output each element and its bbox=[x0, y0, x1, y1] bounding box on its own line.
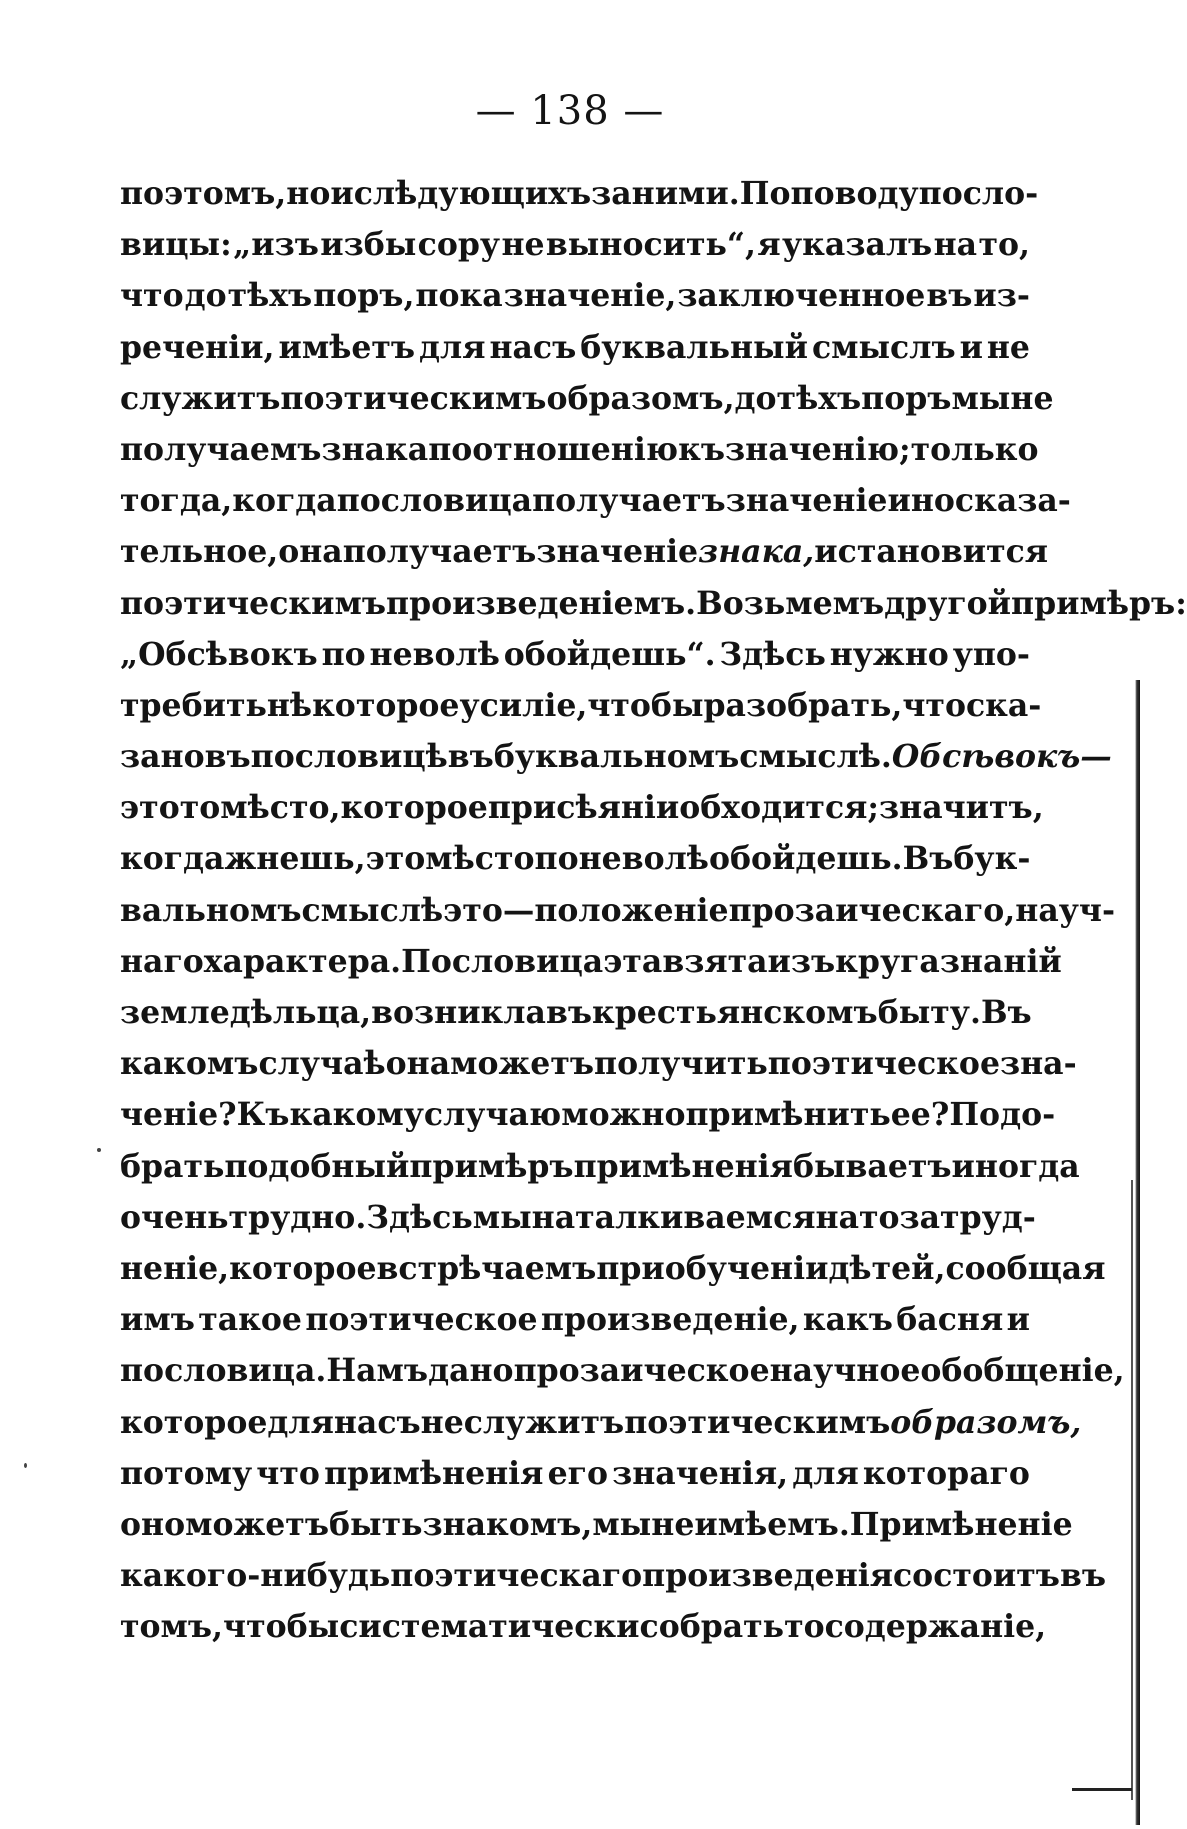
page-number: — 138 — bbox=[475, 88, 665, 134]
word: науч- bbox=[1015, 891, 1116, 929]
word: брать bbox=[120, 1147, 225, 1185]
word: смыслѣ. bbox=[739, 738, 892, 776]
word: не bbox=[501, 226, 545, 264]
word: значеніе bbox=[725, 482, 888, 520]
word: знака bbox=[321, 430, 429, 468]
word: потому bbox=[120, 1454, 253, 1492]
word: произведеніе, bbox=[540, 1301, 800, 1339]
word: не bbox=[420, 1403, 464, 1441]
word: тогда, bbox=[120, 482, 233, 520]
word: ними. bbox=[631, 175, 740, 212]
word: быту. bbox=[877, 994, 981, 1031]
word: знаній bbox=[939, 942, 1062, 980]
text-line bbox=[120, 1192, 1036, 1243]
word: По bbox=[739, 175, 791, 212]
word: образомъ, bbox=[546, 379, 735, 417]
text-line bbox=[120, 373, 1054, 424]
word: въ bbox=[926, 277, 973, 315]
word: „Обсѣвокъ bbox=[120, 635, 318, 673]
word: для bbox=[267, 1403, 334, 1441]
text-line bbox=[120, 1089, 1056, 1140]
word: значеніе, bbox=[503, 277, 677, 315]
word: когда bbox=[120, 840, 225, 878]
word: которое bbox=[229, 1249, 377, 1287]
word: круга bbox=[835, 942, 940, 980]
word: не bbox=[986, 328, 1030, 366]
word: дѣтей, bbox=[828, 1249, 946, 1287]
word: мы bbox=[472, 1198, 532, 1236]
word: систематически bbox=[339, 1608, 640, 1646]
word: насъ bbox=[489, 328, 577, 366]
word: и bbox=[1006, 1301, 1030, 1339]
word: получаемъ bbox=[120, 430, 322, 468]
word: поръ, bbox=[313, 277, 415, 315]
word: образомъ, bbox=[890, 1403, 1082, 1441]
word: это—положеніе bbox=[443, 891, 729, 929]
word: поэтическимъ bbox=[120, 584, 387, 622]
word: поводу bbox=[790, 175, 919, 212]
word: становится bbox=[837, 533, 1049, 571]
text-line bbox=[120, 1601, 1047, 1652]
word: то bbox=[859, 1198, 900, 1236]
word: поэтическимъ bbox=[624, 1403, 891, 1441]
word: ченіе? bbox=[120, 1096, 237, 1134]
word: смыслъ bbox=[811, 328, 956, 366]
word: не bbox=[1010, 379, 1054, 417]
word: какого-нибудь bbox=[120, 1557, 391, 1595]
word: примѣненія bbox=[324, 1454, 544, 1492]
word: поэтическимъ bbox=[280, 379, 547, 417]
word: чтобы bbox=[223, 1608, 340, 1646]
word: знакомъ, bbox=[422, 1505, 593, 1543]
text-line bbox=[120, 1397, 1082, 1448]
word: быть bbox=[328, 1505, 423, 1543]
text-line bbox=[120, 1345, 1125, 1396]
word: насъ bbox=[333, 1403, 421, 1441]
word: его bbox=[547, 1454, 608, 1492]
text-line bbox=[120, 1243, 1106, 1294]
word: научное bbox=[769, 1352, 921, 1390]
word: басня bbox=[896, 1301, 1004, 1339]
word: характера. bbox=[203, 942, 402, 980]
word: бук- bbox=[953, 840, 1031, 878]
word: „изъ bbox=[233, 226, 319, 264]
word: возникла bbox=[371, 994, 546, 1031]
word: Здѣсь bbox=[719, 635, 826, 673]
word: очень bbox=[120, 1198, 229, 1236]
word: это bbox=[120, 789, 180, 827]
word: подобный bbox=[224, 1147, 410, 1185]
word: указалъ bbox=[782, 226, 933, 264]
word: Примѣненіе bbox=[849, 1505, 1073, 1543]
text-line bbox=[120, 1038, 1077, 1089]
word: Намъ bbox=[326, 1352, 429, 1390]
word: тѣхъ bbox=[776, 379, 862, 417]
word: томъ, bbox=[120, 1608, 224, 1646]
scan-bottom-mark bbox=[1072, 1788, 1132, 1791]
word: примѣнить bbox=[685, 1096, 891, 1134]
word: Пословица bbox=[401, 942, 604, 980]
word: собрать bbox=[639, 1608, 785, 1646]
word: я bbox=[757, 226, 781, 264]
word: Въ bbox=[902, 840, 954, 878]
text-line bbox=[120, 1499, 1073, 1550]
word: посло- bbox=[918, 175, 1039, 212]
word: ска- bbox=[965, 686, 1042, 724]
word: сѣяніи bbox=[556, 789, 680, 827]
text-line bbox=[120, 782, 1044, 833]
word: заключенное bbox=[677, 277, 926, 315]
word: примѣръ bbox=[409, 1147, 574, 1185]
word: служитъ bbox=[463, 1403, 625, 1441]
word: обобщеніе, bbox=[920, 1352, 1125, 1390]
word: встрѣчаемъ bbox=[376, 1249, 597, 1287]
word: обученіи bbox=[664, 1249, 829, 1287]
scan-speck bbox=[97, 1148, 101, 1152]
word: сору bbox=[417, 226, 501, 264]
scan-speck bbox=[24, 1463, 27, 1468]
word: Здѣсь bbox=[366, 1198, 473, 1236]
scan-binding-edge bbox=[1135, 680, 1140, 1825]
word: эта bbox=[603, 942, 663, 980]
word: поръ bbox=[861, 379, 952, 417]
text-line bbox=[120, 322, 1030, 373]
word: тѣхъ bbox=[227, 277, 313, 315]
word: примѣръ: bbox=[1011, 584, 1187, 622]
word: что bbox=[902, 686, 966, 724]
word: знака, bbox=[698, 533, 815, 571]
word: по bbox=[428, 430, 473, 468]
word: иногда bbox=[951, 1147, 1080, 1185]
word: усиліе, bbox=[459, 686, 588, 724]
scan-binding-line bbox=[1131, 1180, 1133, 1800]
word: что bbox=[120, 277, 184, 315]
text-line bbox=[120, 1448, 1030, 1499]
text-line bbox=[120, 1550, 1107, 1601]
word: нужно bbox=[829, 635, 949, 673]
word: мѣсто, bbox=[220, 789, 341, 827]
word: наталкиваемся bbox=[531, 1198, 816, 1236]
word: за bbox=[591, 175, 632, 212]
word: то bbox=[179, 789, 221, 827]
word: произведенія bbox=[642, 1557, 893, 1595]
text-line bbox=[120, 1141, 1080, 1192]
text-line bbox=[120, 475, 1071, 526]
word: избы bbox=[320, 226, 417, 264]
word: и bbox=[814, 533, 838, 571]
word: на bbox=[815, 1198, 860, 1236]
word: пока bbox=[415, 277, 503, 315]
word: и bbox=[959, 328, 983, 366]
text-line bbox=[120, 629, 1030, 680]
word: тельное, bbox=[120, 533, 279, 571]
word: поэтомъ, bbox=[120, 175, 287, 212]
text-line bbox=[120, 731, 1112, 782]
word: слѣдующихъ bbox=[353, 175, 592, 212]
text-line bbox=[120, 936, 1062, 987]
word: земледѣльца, bbox=[120, 994, 372, 1031]
word: из- bbox=[973, 277, 1030, 315]
word: можетъ bbox=[450, 1045, 595, 1083]
word: для bbox=[419, 328, 486, 366]
word: неніе, bbox=[120, 1249, 230, 1287]
word: въ bbox=[447, 738, 494, 776]
word: имъ bbox=[120, 1301, 195, 1339]
word: жнешь, bbox=[224, 840, 366, 878]
word: обходится; bbox=[679, 789, 880, 827]
word: Къ bbox=[236, 1096, 290, 1134]
word: оно bbox=[120, 1505, 186, 1543]
word: ее? bbox=[890, 1096, 950, 1134]
word: случаѣ bbox=[258, 1045, 386, 1083]
word: упо- bbox=[952, 635, 1030, 673]
word: прозаическое bbox=[513, 1352, 770, 1390]
text-line bbox=[120, 168, 1039, 219]
word: чтобы bbox=[587, 686, 704, 724]
word: Обсѣвокъ— bbox=[891, 738, 1112, 776]
word: къ bbox=[678, 430, 726, 468]
text-line bbox=[120, 885, 1116, 936]
word: она bbox=[385, 1045, 451, 1083]
word: мѣсто bbox=[425, 840, 535, 878]
word: мы bbox=[951, 379, 1011, 417]
word: до bbox=[734, 379, 777, 417]
word: на bbox=[933, 226, 978, 264]
word: то bbox=[784, 1608, 825, 1646]
word: дано bbox=[428, 1352, 514, 1390]
word: нѣкоторое bbox=[266, 686, 460, 724]
word: при bbox=[596, 1249, 665, 1287]
word: поэтическое bbox=[305, 1301, 538, 1339]
word: произведеніемъ. bbox=[386, 584, 697, 622]
word: поэтическое bbox=[767, 1045, 1000, 1083]
word: реченіи, bbox=[120, 328, 275, 366]
word: отношенію bbox=[472, 430, 679, 468]
word: зна- bbox=[1000, 1045, 1077, 1083]
word: которое bbox=[340, 789, 488, 827]
word: обойдешь“. bbox=[503, 635, 716, 673]
word: бываетъ bbox=[792, 1147, 952, 1185]
word: крестьянскомъ bbox=[592, 994, 878, 1031]
word: пословица. bbox=[120, 1352, 327, 1390]
word: прозаическаго, bbox=[728, 891, 1016, 929]
word: что bbox=[256, 1454, 320, 1492]
word: значеніе bbox=[536, 533, 699, 571]
word: сообщая bbox=[945, 1249, 1106, 1287]
word: разобрать, bbox=[703, 686, 903, 724]
word: Подо- bbox=[949, 1096, 1056, 1134]
word: поневолѣ bbox=[534, 840, 709, 878]
text-line bbox=[120, 270, 1030, 321]
word: для bbox=[792, 1454, 859, 1492]
word: когда bbox=[232, 482, 337, 520]
word: примѣненія bbox=[573, 1147, 793, 1185]
word: получить bbox=[594, 1045, 768, 1083]
word: какомъ bbox=[120, 1045, 259, 1083]
word: мы bbox=[592, 1505, 652, 1543]
word: вальномъ bbox=[120, 891, 302, 929]
word: но bbox=[286, 175, 331, 212]
word: служитъ bbox=[120, 379, 281, 417]
word: другой bbox=[884, 584, 1012, 622]
word: это bbox=[365, 840, 426, 878]
word: можно bbox=[561, 1096, 686, 1134]
word: какому bbox=[289, 1096, 424, 1134]
word: зано bbox=[120, 738, 205, 776]
word: Возьмемъ bbox=[696, 584, 885, 622]
word: поэтическаго bbox=[390, 1557, 643, 1595]
word: взята bbox=[662, 942, 768, 980]
word: въ bbox=[1059, 1557, 1107, 1595]
word: пословица bbox=[336, 482, 533, 520]
word: значенія, bbox=[612, 1454, 789, 1492]
word: затруд- bbox=[899, 1198, 1036, 1236]
word: такое bbox=[198, 1301, 302, 1339]
body-text bbox=[120, 168, 1187, 1652]
word: смыслѣ bbox=[301, 891, 444, 929]
word: и bbox=[330, 175, 354, 212]
word: только bbox=[910, 430, 1039, 468]
word: она bbox=[278, 533, 343, 571]
word: изъ bbox=[767, 942, 836, 980]
word: которое bbox=[120, 1403, 268, 1441]
word: трудно. bbox=[228, 1198, 367, 1236]
word: значитъ, bbox=[879, 789, 1044, 827]
word: не bbox=[651, 1505, 695, 1543]
word: состоитъ bbox=[893, 1557, 1060, 1595]
text-line bbox=[120, 833, 1030, 884]
word: буквальномъ bbox=[493, 738, 740, 776]
word: получаетъ bbox=[342, 533, 537, 571]
text-line bbox=[120, 219, 1030, 270]
word: наго bbox=[120, 942, 204, 980]
word: требить bbox=[120, 686, 267, 724]
text-line bbox=[120, 578, 1187, 629]
word: неволѣ bbox=[369, 635, 500, 673]
word: какъ bbox=[802, 1301, 893, 1339]
word: содержаніе, bbox=[824, 1608, 1047, 1646]
word: получаетъ bbox=[532, 482, 726, 520]
word: котораго bbox=[862, 1454, 1030, 1492]
word: до bbox=[184, 277, 227, 315]
word: при bbox=[487, 789, 557, 827]
word: имѣетъ bbox=[278, 328, 416, 366]
word: буквальный bbox=[580, 328, 808, 366]
word: въ bbox=[545, 994, 592, 1031]
text-line bbox=[120, 680, 1042, 731]
word: иносказа- bbox=[887, 482, 1071, 520]
word: въ bbox=[204, 738, 251, 776]
word: случаю bbox=[423, 1096, 562, 1134]
word: пословицѣ bbox=[250, 738, 448, 776]
word: то, bbox=[978, 226, 1030, 264]
text-line bbox=[120, 526, 1049, 577]
word: вицы: bbox=[120, 226, 232, 264]
word: можетъ bbox=[185, 1505, 329, 1543]
text-line bbox=[120, 987, 1030, 1038]
word: по bbox=[321, 635, 366, 673]
word: обойдешь. bbox=[708, 840, 903, 878]
text-line bbox=[120, 1294, 1030, 1345]
word: выносить“, bbox=[545, 226, 756, 264]
word: значенію; bbox=[725, 430, 911, 468]
word: имѣемъ. bbox=[694, 1505, 850, 1543]
text-line bbox=[120, 424, 1039, 475]
word: Въ bbox=[980, 994, 1032, 1031]
